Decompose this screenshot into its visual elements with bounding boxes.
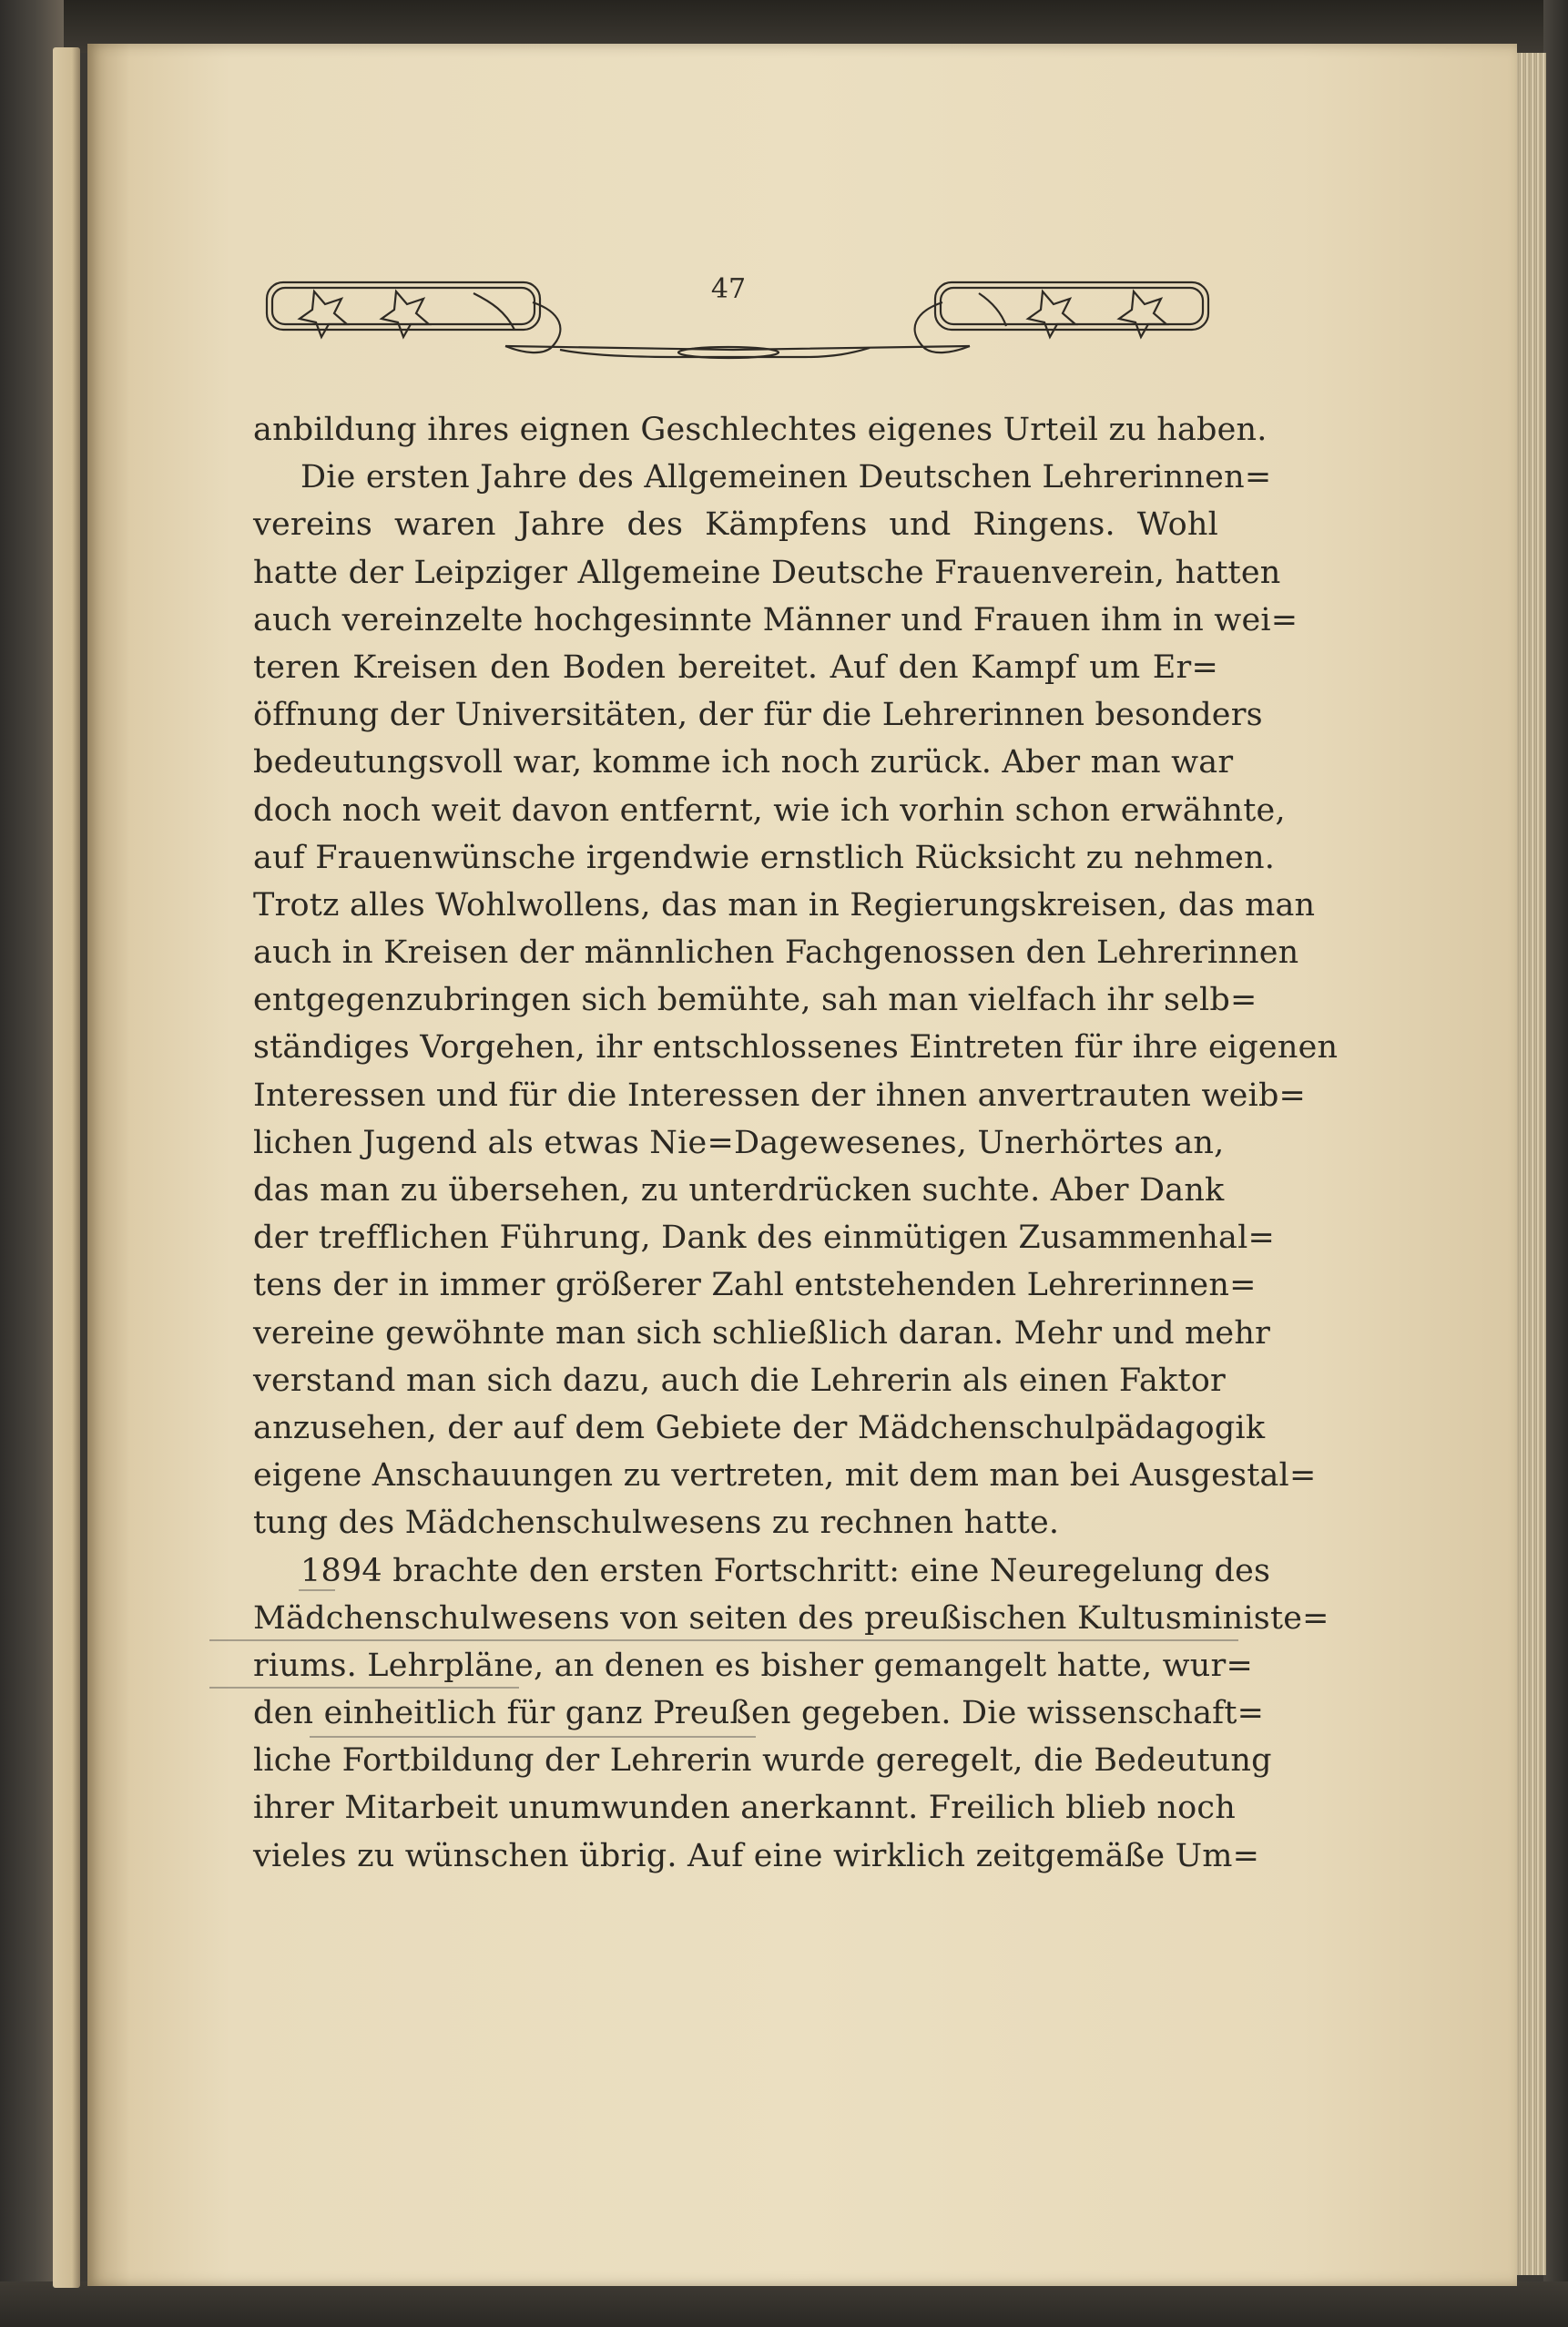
pencil-underline [299, 1589, 335, 1591]
pencil-underline [310, 1736, 756, 1738]
text-line: eigene Anschauungen zu vertreten, mit dem man bei Ausgestal= [253, 1457, 1317, 1495]
text-line: bedeutungsvoll war, komme ich noch zurück. Aber man war [253, 744, 1234, 781]
text-line: ständiges Vorgehen, ihr entschlossenes Eintreten für ihre eigenen [253, 1029, 1339, 1067]
pencil-underline [209, 1639, 1238, 1641]
book-cover-bottom-edge [0, 2281, 1568, 2327]
text-line: anzusehen, der auf dem Gebiete der Mädchenschulpädagogik [253, 1409, 1266, 1446]
pencil-underline [209, 1687, 519, 1689]
text-line: Interessen und für die Interessen der ihnen anvertrauten weib= [253, 1077, 1307, 1114]
text-line: liche Fortbildung der Lehrerin wurde geregelt, die Bedeutung [253, 1742, 1272, 1780]
page-number: 47 [710, 273, 747, 305]
text-line: Trotz alles Wohlwollens, das man in Regierungskreisen, das man [253, 886, 1316, 924]
text-line: den einheitlich für ganz Preußen gegeben. Die wissenschaft= [253, 1695, 1265, 1732]
text-line: 1894 brachte den ersten Fortschritt: eine Neuregelung des [300, 1552, 1271, 1589]
book-cover-right-edge [1543, 0, 1568, 2327]
text-line: auch vereinzelte hochgesinnte Männer und Frauen ihm in wei= [253, 601, 1298, 638]
text-line: hatte der Leipziger Allgemeine Deutsche Frauenverein, hatten [253, 554, 1281, 591]
text-line: tens der in immer größerer Zahl entstehenden Lehrerinnen= [253, 1267, 1257, 1304]
text-line: lichen Jugend als etwas Nie=Dagewesenes, Unerhörtes an, [253, 1124, 1225, 1161]
text-line: ihrer Mitarbeit unumwunden anerkannt. Freilich blieb noch [253, 1790, 1236, 1827]
facing-page-edge [53, 47, 80, 2288]
text-line: vieles zu wünschen übrig. Auf eine wirklich zeitgemäße Um= [253, 1837, 1260, 1874]
text-line: entgegenzubringen sich bemühte, sah man vielfach ihr selb= [253, 982, 1257, 1019]
text-line: teren Kreisen den Boden bereitet. Auf den Kampf um Er= [253, 648, 1218, 686]
body-text [253, 406, 1339, 1880]
text-line: auch in Kreisen der männlichen Fachgenossen den Lehrerinnen [253, 934, 1299, 972]
text-line: öffnung der Universitäten, der für die Lehrerinnen besonders [253, 697, 1263, 734]
text-line: tung des Mädchenschulwesens zu rechnen hatte. [253, 1505, 1060, 1542]
text-line: das man zu übersehen, zu unterdrücken suchte. Aber Dank [253, 1172, 1225, 1209]
text-line: vereins waren Jahre des Kämpfens und Ringens. Wohl [253, 506, 1218, 544]
text-line: auf Frauenwünsche irgendwie ernstlich Rücksicht zu nehmen. [253, 839, 1276, 876]
text-line: verstand man sich dazu, auch die Lehrerin als einen Faktor [253, 1362, 1226, 1399]
text-line: riums. Lehrpläne, an denen es bisher gemangelt hatte, wur= [253, 1647, 1253, 1684]
text-line: doch noch weit davon entfernt, wie ich vorhin schon erwähnte, [253, 791, 1286, 829]
text-line: anbildung ihres eignen Geschlechtes eigenes Urteil zu haben. [253, 412, 1268, 448]
text-line: vereine gewöhnte man sich schließlich daran. Mehr und mehr [253, 1314, 1271, 1352]
text-line: Die ersten Jahre des Allgemeinen Deutschen Lehrerinnen= [300, 459, 1272, 496]
text-line: Mädchenschulwesens von seiten des preußischen Kultusministe= [253, 1599, 1329, 1637]
text-line: der trefflichen Führung, Dank des einmütigen Zusammenhal= [253, 1220, 1276, 1257]
